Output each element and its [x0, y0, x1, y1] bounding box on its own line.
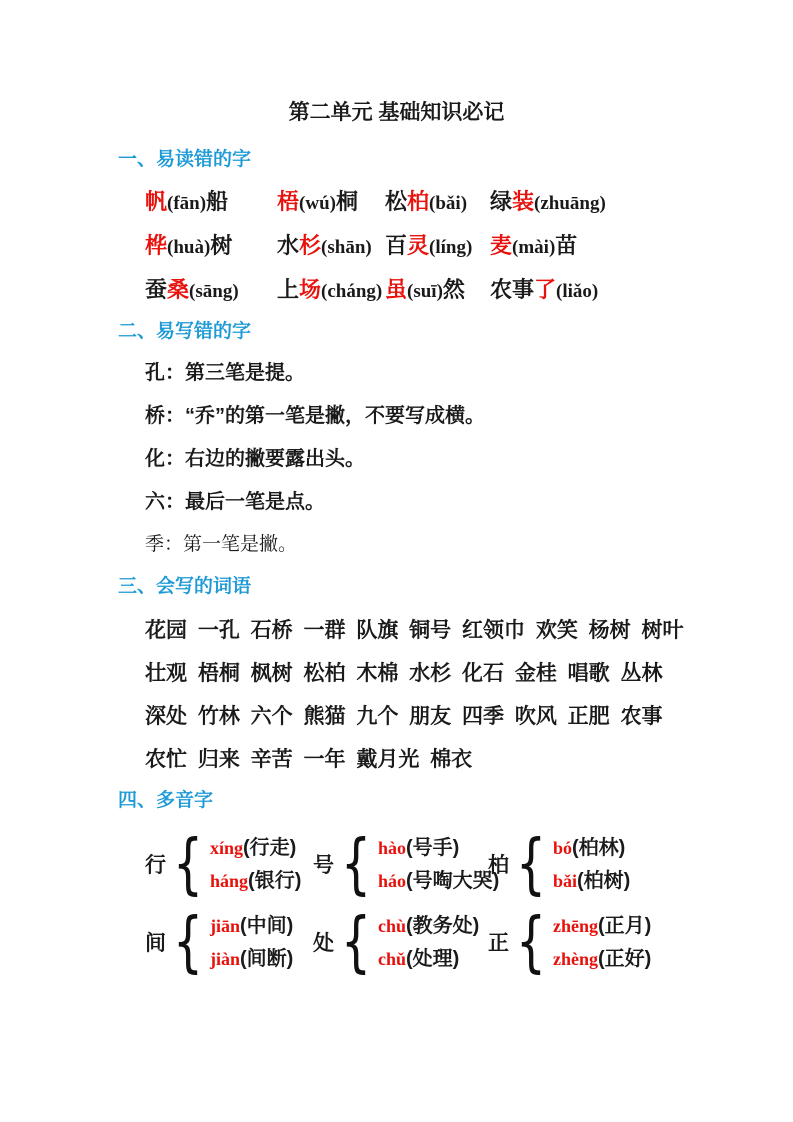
- reading-pinyin: bǎi: [553, 870, 578, 891]
- polyphone-group: [145, 903, 313, 980]
- pinyin-text: (liǎo): [556, 281, 599, 302]
- hanzi-text: 杉: [299, 233, 322, 258]
- reading-pinyin: jiàn: [210, 948, 241, 969]
- pinyin-text: (shān): [321, 237, 372, 258]
- hanzi-text: 桐: [335, 189, 358, 214]
- stroke-note-line: 桥：“乔”的第一笔是撇，不要写成横。: [145, 405, 485, 427]
- reading-pinyin: chù: [378, 915, 407, 936]
- polyphone-reading: [210, 869, 301, 893]
- section3-word-list: [145, 617, 703, 774]
- section1-misread-rows: [145, 188, 703, 306]
- hanzi-text: 梧: [277, 189, 300, 214]
- polyphone-row: [145, 825, 703, 902]
- reading-example-word: (教务处): [406, 914, 480, 937]
- reading-pinyin: xíng: [210, 837, 244, 858]
- reading-example-word: (号啕大哭): [406, 869, 500, 892]
- misread-row: [145, 232, 703, 262]
- polyphone-group: [488, 825, 703, 902]
- hanzi-text: 蚕: [145, 277, 168, 302]
- hanzi-text: 虽: [385, 277, 408, 302]
- polyphone-base-char: 柏: [488, 854, 509, 877]
- reading-example-word: (处理): [406, 947, 460, 970]
- pinyin-text: (cháng): [321, 281, 383, 302]
- hanzi-text: 装: [512, 189, 535, 214]
- section3-heading: 三、会写的词语: [118, 576, 252, 597]
- hanzi-text: 水: [277, 233, 300, 258]
- hanzi-text: 然: [442, 277, 465, 302]
- hanzi-text: 绿: [490, 189, 513, 214]
- pinyin-text: (huà): [167, 237, 211, 258]
- polyphone-readings: [378, 914, 479, 971]
- reading-example-word: (正好): [598, 947, 652, 970]
- polyphone-base-char: 号: [313, 854, 334, 877]
- word-list-line: 花园 一孔 石桥 一群 队旗 铜号 红领巾 欢笑 杨树 树叶: [145, 619, 684, 642]
- polyphone-reading: [378, 836, 499, 860]
- misread-phrase: [145, 188, 277, 218]
- word-list-line: 壮观 梧桐 枫树 松柏 木棉 水杉 化石 金桂 唱歌 丛林: [145, 662, 663, 685]
- reading-pinyin: háo: [378, 870, 407, 891]
- polyphone-group: [488, 903, 703, 980]
- polyphone-readings: [553, 914, 651, 971]
- hanzi-text: 苗: [555, 233, 578, 258]
- brace-glyph: {: [515, 825, 547, 902]
- polyphone-reading: [378, 914, 479, 938]
- polyphone-readings: [210, 836, 301, 893]
- section4-heading: 四、多音字: [118, 790, 214, 811]
- polyphone-base-char: 间: [145, 932, 166, 955]
- reading-example-word: (正月): [598, 914, 652, 937]
- pinyin-text: (bǎi): [429, 193, 468, 214]
- polyphone-group: [313, 903, 488, 980]
- pinyin-text: (zhuāng): [534, 193, 606, 214]
- hanzi-text: 桑: [167, 277, 190, 302]
- misread-phrase: [490, 232, 703, 262]
- misread-phrase: [277, 276, 385, 306]
- misread-phrase: [277, 188, 385, 218]
- pinyin-text: (sāng): [189, 281, 239, 302]
- misread-phrase: [385, 276, 490, 306]
- misread-phrase: [145, 232, 277, 262]
- polyphone-reading: [378, 869, 499, 893]
- reading-example-word: (柏林): [572, 836, 626, 859]
- polyphone-base-char: 行: [145, 854, 166, 877]
- reading-pinyin: zhèng: [553, 948, 598, 969]
- polyphone-reading: [210, 914, 293, 938]
- reading-pinyin: chǔ: [378, 948, 407, 969]
- pinyin-text: (wú): [299, 193, 336, 214]
- section2-heading: 二、易写错的字: [118, 321, 252, 342]
- hanzi-text: 场: [299, 277, 322, 302]
- page-title: 第二单元 基础知识必记: [288, 101, 505, 124]
- reading-example-word: (中间): [240, 914, 294, 937]
- hanzi-text: 船: [206, 189, 229, 214]
- polyphone-reading: [553, 947, 651, 971]
- polyphone-readings: [553, 836, 630, 893]
- section2-stroke-notes: [145, 360, 703, 558]
- misread-phrase: [385, 188, 490, 218]
- hanzi-text: 松: [385, 189, 408, 214]
- reading-pinyin: zhēng: [553, 915, 598, 936]
- polyphone-row: [145, 903, 703, 980]
- reading-pinyin: háng: [210, 870, 249, 891]
- pinyin-text: (líng): [429, 237, 473, 258]
- brace-glyph: {: [515, 903, 547, 980]
- hanzi-text: 麦: [490, 233, 513, 258]
- hanzi-text: 农事: [490, 277, 535, 302]
- pinyin-text: (suī): [407, 281, 443, 302]
- polyphone-reading: [210, 836, 301, 860]
- pinyin-text: (fān): [167, 193, 207, 214]
- misread-phrase: [145, 276, 277, 306]
- polyphone-group: [145, 825, 313, 902]
- brace-glyph: {: [340, 903, 372, 980]
- misread-row: [145, 188, 703, 218]
- polyphone-reading: [210, 947, 293, 971]
- misread-phrase: [277, 232, 385, 262]
- stroke-note-line: 孔：第三笔是提。: [145, 362, 305, 384]
- reading-example-word: (柏树): [577, 869, 631, 892]
- hanzi-text: 了: [534, 277, 557, 302]
- polyphone-reading: [553, 869, 630, 893]
- hanzi-text: 柏: [407, 189, 430, 214]
- hanzi-text: 桦: [145, 233, 168, 258]
- reading-pinyin: jiān: [210, 915, 241, 936]
- brace-glyph: {: [172, 825, 204, 902]
- hanzi-text: 灵: [407, 233, 430, 258]
- pinyin-text: (mài): [512, 237, 556, 258]
- reading-example-word: (行走): [243, 836, 297, 859]
- polyphone-readings: [210, 914, 293, 971]
- word-list-line: 农忙 归来 辛苦 一年 戴月光 棉衣: [145, 748, 473, 771]
- stroke-note-line: 季：第一笔是撇。: [145, 534, 298, 555]
- hanzi-text: 树: [210, 233, 233, 258]
- section1-heading: 一、易读错的字: [118, 149, 252, 170]
- polyphone-reading: [553, 836, 630, 860]
- reading-example-word: (银行): [248, 869, 302, 892]
- misread-phrase: [490, 276, 703, 306]
- reading-pinyin: bó: [553, 837, 573, 858]
- reading-example-word: (号手): [406, 836, 460, 859]
- brace-glyph: {: [172, 903, 204, 980]
- section4-polyphone-rows: [145, 825, 703, 980]
- polyphone-group: [313, 825, 500, 902]
- stroke-note-line: 六：最后一笔是点。: [145, 491, 325, 513]
- stroke-note-line: 化：右边的撇要露出头。: [145, 448, 365, 470]
- misread-phrase: [490, 188, 703, 218]
- polyphone-reading: [553, 914, 651, 938]
- word-list-line: 深处 竹林 六个 熊猫 九个 朋友 四季 吹风 正肥 农事: [145, 705, 663, 728]
- hanzi-text: 上: [277, 277, 300, 302]
- polyphone-base-char: 正: [488, 932, 509, 955]
- misread-phrase: [385, 232, 490, 262]
- reading-pinyin: hào: [378, 837, 407, 858]
- misread-row: [145, 276, 703, 306]
- hanzi-text: 百: [385, 233, 408, 258]
- polyphone-reading: [378, 947, 479, 971]
- brace-glyph: {: [340, 825, 372, 902]
- polyphone-readings: [378, 836, 499, 893]
- reading-example-word: (间断): [240, 947, 294, 970]
- polyphone-base-char: 处: [313, 932, 334, 955]
- hanzi-text: 帆: [145, 189, 168, 214]
